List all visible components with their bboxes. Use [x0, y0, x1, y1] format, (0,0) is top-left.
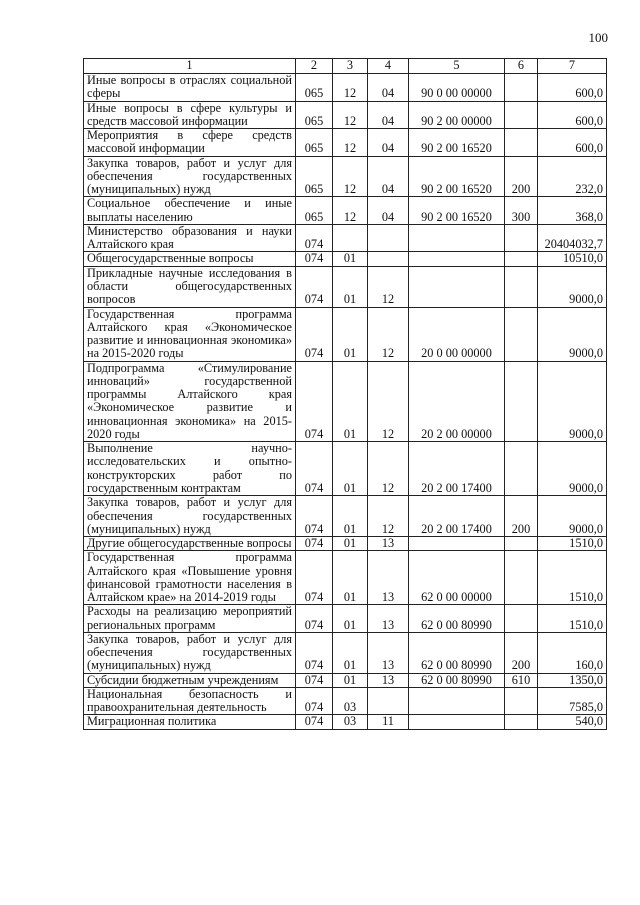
target-article-code: 62 0 00 00000: [409, 551, 505, 605]
row-name: Закупка товаров, работ и услуг для обеспечения государственных (муниципальных) нужд: [84, 632, 296, 673]
ministry-code: 074: [296, 673, 333, 687]
expense-type-code: [505, 266, 538, 307]
table-row: [84, 687, 607, 715]
subsection-code: 12: [368, 361, 409, 442]
amount: 9000,0: [538, 266, 607, 307]
ministry-code: 074: [296, 307, 333, 361]
header-col-1: 1: [84, 59, 296, 74]
target-article-code: 90 2 00 00000: [409, 101, 505, 129]
subsection-code: 13: [368, 673, 409, 687]
target-article-code: [409, 266, 505, 307]
row-name: Миграционная политика: [84, 715, 296, 729]
header-col-3: 3: [333, 59, 368, 74]
section-code: 12: [333, 156, 368, 197]
amount: 1510,0: [538, 551, 607, 605]
subsection-code: 11: [368, 715, 409, 729]
expense-type-code: [505, 551, 538, 605]
target-article-code: 20 2 00 17400: [409, 442, 505, 496]
ministry-code: 074: [296, 361, 333, 442]
row-name: Подпрограмма «Стимулирование инноваций» государственной программы Алтайского края «Экономическое развитие и инновационная экономика» на 2015-2020 годы: [84, 361, 296, 442]
target-article-code: 20 0 00 00000: [409, 307, 505, 361]
row-name: Выполнение научно-исследовательских и опытно-конструкторских работ по государственным контрактам: [84, 442, 296, 496]
section-code: 01: [333, 307, 368, 361]
ministry-code: 074: [296, 605, 333, 633]
expense-type-code: [505, 101, 538, 129]
subsection-code: 04: [368, 101, 409, 129]
row-name: Прикладные научные исследования в области общегосударственных вопросов: [84, 266, 296, 307]
table-row: [84, 715, 607, 729]
expense-type-code: [505, 307, 538, 361]
subsection-code: 13: [368, 632, 409, 673]
amount: 1510,0: [538, 537, 607, 551]
target-article-code: [409, 687, 505, 715]
ministry-code: 065: [296, 101, 333, 129]
expense-type-code: [505, 537, 538, 551]
target-article-code: [409, 252, 505, 266]
section-code: 01: [333, 496, 368, 537]
section-code: [333, 224, 368, 252]
header-col-5: 5: [409, 59, 505, 74]
table-row: [84, 632, 607, 673]
ministry-code: 065: [296, 156, 333, 197]
header-col-4: 4: [368, 59, 409, 74]
expense-type-code: [505, 687, 538, 715]
target-article-code: 90 2 00 16520: [409, 197, 505, 225]
section-code: 01: [333, 361, 368, 442]
subsection-code: 04: [368, 156, 409, 197]
expense-type-code: [505, 605, 538, 633]
expense-type-code: [505, 129, 538, 157]
subsection-code: 12: [368, 307, 409, 361]
table-row: [84, 252, 607, 266]
section-code: 03: [333, 687, 368, 715]
subsection-code: 04: [368, 129, 409, 157]
table-row: [84, 224, 607, 252]
ministry-code: 074: [296, 266, 333, 307]
target-article-code: 20 2 00 17400: [409, 496, 505, 537]
section-code: 12: [333, 74, 368, 102]
ministry-code: 074: [296, 496, 333, 537]
table-row: [84, 361, 607, 442]
row-name: Мероприятия в сфере средств массовой информации: [84, 129, 296, 157]
ministry-code: 074: [296, 687, 333, 715]
header-col-2: 2: [296, 59, 333, 74]
budget-table: [83, 58, 607, 730]
subsection-code: 12: [368, 266, 409, 307]
amount: 368,0: [538, 197, 607, 225]
section-code: 12: [333, 197, 368, 225]
amount: 9000,0: [538, 442, 607, 496]
row-name: Иные вопросы в сфере культуры и средств массовой информации: [84, 101, 296, 129]
target-article-code: 62 0 00 80990: [409, 632, 505, 673]
subsection-code: [368, 687, 409, 715]
amount: 160,0: [538, 632, 607, 673]
amount: 9000,0: [538, 361, 607, 442]
amount: 600,0: [538, 74, 607, 102]
target-article-code: [409, 537, 505, 551]
section-code: 01: [333, 537, 368, 551]
subsection-code: 12: [368, 442, 409, 496]
target-article-code: [409, 224, 505, 252]
row-name: Закупка товаров, работ и услуг для обеспечения государственных (муниципальных) нужд: [84, 156, 296, 197]
target-article-code: 90 2 00 16520: [409, 129, 505, 157]
row-name: Другие общегосударственные вопросы: [84, 537, 296, 551]
ministry-code: 074: [296, 537, 333, 551]
subsection-code: 04: [368, 74, 409, 102]
amount: 540,0: [538, 715, 607, 729]
subsection-code: [368, 224, 409, 252]
row-name: Социальное обеспечение и иные выплаты населению: [84, 197, 296, 225]
ministry-code: 074: [296, 224, 333, 252]
page-number: 100: [588, 30, 608, 45]
section-code: 01: [333, 605, 368, 633]
target-article-code: [409, 715, 505, 729]
ministry-code: 074: [296, 715, 333, 729]
expense-type-code: 200: [505, 496, 538, 537]
table-row: [84, 442, 607, 496]
amount: 10510,0: [538, 252, 607, 266]
target-article-code: 90 0 00 00000: [409, 74, 505, 102]
section-code: 01: [333, 442, 368, 496]
row-name: Государственная программа Алтайского края «Экономическое развитие и инновационная экономика» на 2015-2020 годы: [84, 307, 296, 361]
ministry-code: 065: [296, 197, 333, 225]
target-article-code: 62 0 00 80990: [409, 673, 505, 687]
table-row: [84, 496, 607, 537]
expense-type-code: 610: [505, 673, 538, 687]
expense-type-code: [505, 224, 538, 252]
subsection-code: 13: [368, 605, 409, 633]
expense-type-code: 200: [505, 156, 538, 197]
table-row: [84, 673, 607, 687]
table-row: [84, 197, 607, 225]
amount: 9000,0: [538, 496, 607, 537]
target-article-code: 90 2 00 16520: [409, 156, 505, 197]
section-code: 01: [333, 673, 368, 687]
row-name: Общегосударственные вопросы: [84, 252, 296, 266]
subsection-code: 13: [368, 537, 409, 551]
table-row: [84, 537, 607, 551]
table-row: [84, 307, 607, 361]
amount: 1510,0: [538, 605, 607, 633]
target-article-code: 62 0 00 80990: [409, 605, 505, 633]
table-row: [84, 129, 607, 157]
header-col-7: 7: [538, 59, 607, 74]
amount: 1350,0: [538, 673, 607, 687]
ministry-code: 074: [296, 442, 333, 496]
table-row: [84, 605, 607, 633]
ministry-code: 065: [296, 129, 333, 157]
ministry-code: 065: [296, 74, 333, 102]
table-row: [84, 101, 607, 129]
expense-type-code: 200: [505, 632, 538, 673]
subsection-code: 12: [368, 496, 409, 537]
subsection-code: 04: [368, 197, 409, 225]
amount: 7585,0: [538, 687, 607, 715]
section-code: 01: [333, 551, 368, 605]
amount: 600,0: [538, 129, 607, 157]
expense-type-code: [505, 252, 538, 266]
amount: 20404032,7: [538, 224, 607, 252]
expense-type-code: [505, 74, 538, 102]
expense-type-code: [505, 361, 538, 442]
amount: 232,0: [538, 156, 607, 197]
ministry-code: 074: [296, 551, 333, 605]
section-code: 01: [333, 266, 368, 307]
header-row: [84, 59, 607, 74]
subsection-code: [368, 252, 409, 266]
section-code: 01: [333, 632, 368, 673]
table-row: [84, 74, 607, 102]
target-article-code: 20 2 00 00000: [409, 361, 505, 442]
row-name: Расходы на реализацию мероприятий региональных программ: [84, 605, 296, 633]
expense-type-code: [505, 715, 538, 729]
row-name: Субсидии бюджетным учреждениям: [84, 673, 296, 687]
table-row: [84, 551, 607, 605]
section-code: 01: [333, 252, 368, 266]
ministry-code: 074: [296, 632, 333, 673]
row-name: Государственная программа Алтайского края «Повышение уровня финансовой грамотности населения в Алтайском крае» на 2014-2019 годы: [84, 551, 296, 605]
amount: 9000,0: [538, 307, 607, 361]
section-code: 03: [333, 715, 368, 729]
section-code: 12: [333, 129, 368, 157]
section-code: 12: [333, 101, 368, 129]
subsection-code: 13: [368, 551, 409, 605]
row-name: Закупка товаров, работ и услуг для обеспечения государственных (муниципальных) нужд: [84, 496, 296, 537]
ministry-code: 074: [296, 252, 333, 266]
table-row: [84, 156, 607, 197]
row-name: Национальная безопасность и правоохранительная деятельность: [84, 687, 296, 715]
row-name: Иные вопросы в отраслях социальной сферы: [84, 74, 296, 102]
expense-type-code: [505, 442, 538, 496]
table-row: [84, 266, 607, 307]
header-col-6: 6: [505, 59, 538, 74]
expense-type-code: 300: [505, 197, 538, 225]
row-name: Министерство образования и науки Алтайского края: [84, 224, 296, 252]
amount: 600,0: [538, 101, 607, 129]
